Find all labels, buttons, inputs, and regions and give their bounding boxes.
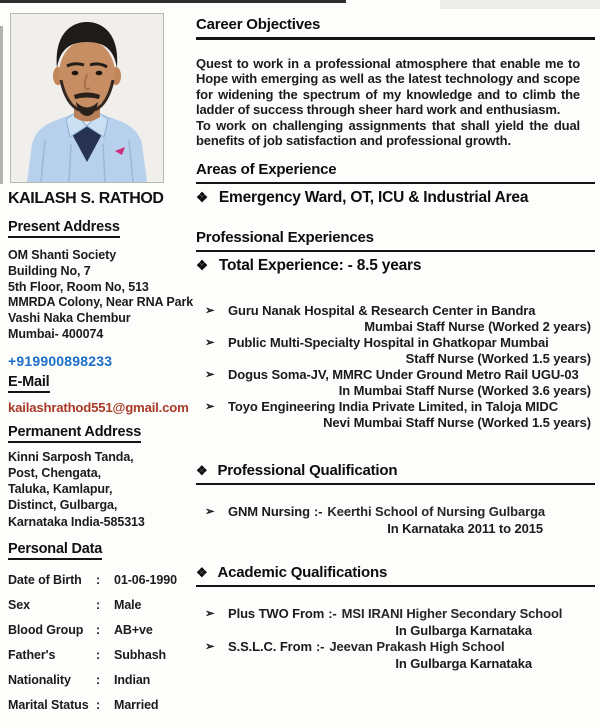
professional-qualification-heading-text: Professional Qualification bbox=[217, 462, 398, 480]
candidate-name: KAILASH S. RATHOD bbox=[8, 190, 164, 207]
address-line: Kinni Sarposh Tanda, bbox=[8, 449, 134, 464]
total-experience-text: Total Experience: - 8.5 years bbox=[218, 257, 422, 275]
qualification-separator: :- bbox=[328, 606, 337, 622]
personal-data-table bbox=[8, 573, 182, 713]
personal-data-row bbox=[8, 673, 182, 688]
arrow-bullet-icon: ➢ bbox=[205, 305, 215, 318]
address-line: Building No, 7 bbox=[8, 263, 91, 278]
academic-qualifications-list bbox=[196, 606, 595, 672]
email-heading: E-Mail bbox=[8, 374, 50, 393]
experience-role: Staff Nurse (Worked 1.5 years) bbox=[405, 351, 591, 367]
address-line: Vashi Naka Chembur bbox=[8, 311, 131, 326]
academic-qualifications-heading-text: Academic Qualifications bbox=[217, 564, 388, 582]
arrow-bullet-icon: ➢ bbox=[205, 608, 215, 621]
personal-data-row bbox=[8, 648, 182, 663]
qualification-separator: :- bbox=[313, 504, 323, 520]
career-objectives-text bbox=[196, 56, 580, 148]
address-line: Karnataka India-585313 bbox=[8, 514, 145, 529]
personal-data-heading: Personal Data bbox=[8, 541, 102, 560]
total-experience bbox=[196, 257, 595, 275]
career-objectives-heading: Career Objectives bbox=[196, 16, 595, 40]
arrow-bullet-icon: ➢ bbox=[205, 641, 215, 654]
diamond-bullet-icon: ❖ bbox=[196, 463, 208, 479]
professional-experiences-heading: Professional Experiences bbox=[196, 229, 595, 252]
qualification-detail: In Karnataka 2011 to 2015 bbox=[387, 520, 543, 536]
colon-separator: : bbox=[96, 572, 101, 587]
colon-separator: : bbox=[96, 597, 101, 612]
experience-employer: Dogus Soma-JV, MMRC Under Ground Metro Rail UGU-03 bbox=[228, 367, 579, 383]
arrow-bullet-icon: ➢ bbox=[205, 369, 215, 382]
personal-data-row bbox=[8, 698, 182, 713]
permanent-address-lines bbox=[8, 449, 182, 530]
address-line: Taluka, Kamlapur, bbox=[8, 482, 113, 497]
personal-data-label: Sex bbox=[8, 597, 30, 612]
qualification-entry bbox=[196, 606, 595, 639]
arrow-bullet-icon: ➢ bbox=[205, 506, 215, 519]
personal-data-value: Male bbox=[114, 597, 142, 612]
objective-paragraph: Quest to work in a professional atmosphere that enable me to Hope with emerging as well as the latest technology and scope for widening the spectrum of my knowledge and to climb the ladder of success through sheer hard work and enthusiasm. bbox=[196, 56, 580, 118]
address-line: MMRDA Colony, Near RNA Park bbox=[8, 295, 194, 310]
experience-role: In Mumbai Staff Nurse (Worked 3.6 years) bbox=[338, 383, 591, 399]
personal-data-label: Date of Birth bbox=[8, 572, 82, 587]
email-address: kailashrathod551@gmail.com bbox=[8, 399, 189, 415]
experience-entry bbox=[196, 335, 595, 367]
personal-data-value: AB+ve bbox=[114, 622, 153, 637]
experience-employer: Public Multi-Specialty Hospital in Ghatkopar Mumbai bbox=[228, 335, 549, 351]
experience-role: Nevi Mumbai Staff Nurse (Worked 1.5 years) bbox=[323, 415, 591, 431]
personal-data-label: Father's bbox=[8, 647, 56, 662]
present-address-lines bbox=[8, 248, 194, 343]
experience-entry bbox=[196, 367, 595, 399]
present-address-heading: Present Address bbox=[8, 219, 120, 238]
personal-data-label: Blood Group bbox=[8, 622, 84, 637]
areas-of-experience-item bbox=[196, 189, 595, 207]
personal-data-row bbox=[8, 573, 182, 588]
experience-entry bbox=[196, 303, 595, 335]
diamond-bullet-icon: ❖ bbox=[196, 565, 208, 581]
areas-item-text: Emergency Ward, OT, ICU & Industrial Area bbox=[218, 189, 529, 207]
experience-employer: Toyo Engineering India Private Limited, in Taloja MIDC bbox=[228, 399, 558, 415]
qualification-detail: In Gulbarga Karnataka bbox=[395, 622, 532, 638]
experience-list bbox=[196, 303, 595, 431]
personal-data-row bbox=[8, 623, 182, 638]
address-line: OM Shanti Society bbox=[8, 248, 117, 262]
personal-data-value: 01-06-1990 bbox=[114, 572, 177, 587]
personal-data-value: Married bbox=[114, 697, 159, 712]
qualification-entry bbox=[196, 639, 595, 672]
personal-data-row bbox=[8, 598, 182, 613]
experience-entry bbox=[196, 399, 595, 431]
colon-separator: : bbox=[96, 647, 101, 662]
portrait-photo bbox=[10, 13, 164, 183]
main-column bbox=[196, 0, 595, 672]
permanent-address-heading: Permanent Address bbox=[8, 424, 141, 443]
qualification-entry bbox=[196, 504, 595, 537]
professional-qualification-list bbox=[196, 504, 595, 537]
qualification-label: S.S.L.C. From bbox=[228, 639, 312, 655]
address-line: 5th Floor, Room No, 513 bbox=[8, 279, 149, 294]
personal-data-value: Indian bbox=[114, 672, 151, 687]
experience-role: Mumbai Staff Nurse (Worked 2 years) bbox=[364, 319, 591, 335]
arrow-bullet-icon: ➢ bbox=[205, 401, 215, 414]
colon-separator: : bbox=[96, 672, 101, 687]
qualification-separator: :- bbox=[315, 639, 325, 655]
address-line: Distinct, Gulbarga, bbox=[8, 498, 118, 513]
address-line: Mumbai- 400074 bbox=[8, 326, 104, 341]
diamond-bullet-icon: ❖ bbox=[196, 258, 208, 274]
phone-number: +919900898233 bbox=[8, 352, 113, 369]
personal-data-label: Marital Status bbox=[8, 697, 89, 712]
academic-qualifications-heading bbox=[196, 564, 595, 587]
qualification-institute: MSI IRANI Higher Secondary School bbox=[341, 606, 563, 622]
objective-paragraph: To work on challenging assignments that shall yield the dual benefits of job satisfaction and professional growth. bbox=[196, 117, 580, 149]
colon-separator: : bbox=[96, 697, 101, 712]
qualification-label: GNM Nursing bbox=[228, 504, 310, 520]
professional-qualification-heading bbox=[196, 462, 595, 485]
areas-of-experience-heading: Areas of Experience bbox=[196, 161, 595, 184]
qualification-label: Plus TWO From bbox=[228, 606, 325, 622]
sidebar bbox=[0, 0, 194, 723]
personal-data-label: Nationality bbox=[8, 672, 71, 687]
personal-data-value: Subhash bbox=[114, 647, 167, 662]
qualification-detail: In Gulbarga Karnataka bbox=[395, 655, 532, 671]
diamond-bullet-icon: ❖ bbox=[196, 190, 208, 206]
arrow-bullet-icon: ➢ bbox=[205, 337, 215, 350]
address-line: Post, Chengata, bbox=[8, 465, 101, 480]
qualification-institute: Jeevan Prakash High School bbox=[329, 639, 505, 655]
experience-employer: Guru Nanak Hospital & Research Center in Bandra bbox=[228, 303, 536, 319]
portrait-photo-illustration bbox=[11, 14, 163, 182]
qualification-institute: Keerthi School of Nursing Gulbarga bbox=[327, 504, 546, 520]
colon-separator: : bbox=[96, 622, 101, 637]
